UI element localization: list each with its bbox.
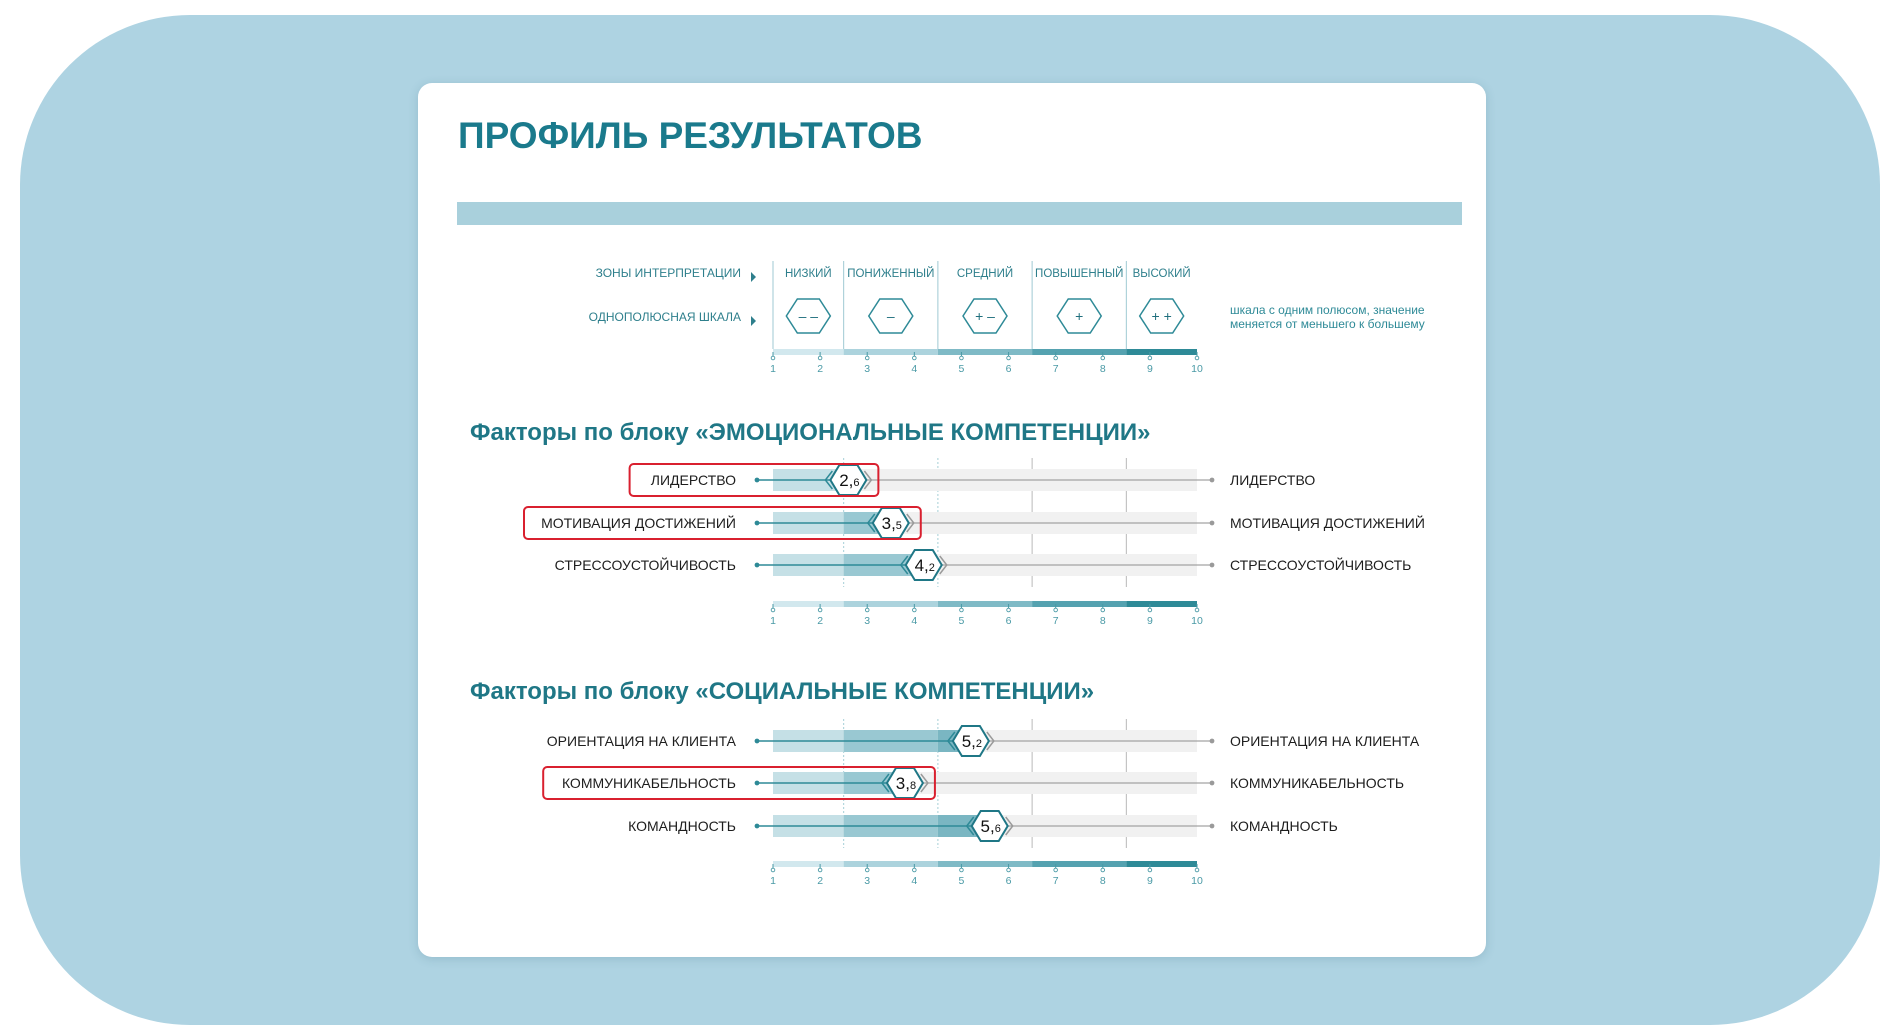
zone-band-4	[1032, 861, 1126, 867]
factor-start-dot	[755, 739, 760, 744]
scale-tick-dot	[1054, 608, 1058, 612]
scale-tick-label: 1	[770, 363, 776, 375]
scale-tick-label: 4	[911, 363, 918, 375]
scale-tick-label: 3	[864, 615, 871, 627]
scale-tick-dot	[1148, 356, 1152, 360]
scale-tick-label: 1	[770, 615, 776, 627]
triangle-right-icon	[751, 316, 756, 326]
factor-value-dec: 6	[853, 477, 860, 489]
scale-tick-label: 3	[864, 875, 871, 887]
results-profile-chart	[418, 83, 1486, 957]
scale-tick-label: 10	[1191, 875, 1203, 887]
scale-tick-label: 9	[1146, 363, 1153, 375]
scale-tick-dot	[771, 608, 775, 612]
scale-tick-label: 2	[817, 363, 824, 375]
zone-band-5	[1126, 601, 1197, 607]
factor-value-int: 3,	[895, 774, 910, 793]
zone-band-4	[1032, 349, 1126, 355]
zone-symbol-4: +	[1075, 308, 1084, 324]
triangle-right-icon	[751, 272, 756, 282]
factor-value-dec: 5	[895, 520, 902, 532]
scale-tick-label: 8	[1099, 875, 1106, 887]
factor-label-right: ОРИЕНТАЦИЯ НА КЛИЕНТА	[1230, 733, 1420, 749]
zone-band-3	[938, 601, 1032, 607]
factor-start-dot	[755, 781, 760, 786]
zone-name-1: НИЗКИЙ	[784, 268, 832, 280]
factor-end-dot	[1210, 478, 1215, 483]
zone-symbol-2: –	[886, 308, 895, 324]
scale-tick-label: 9	[1146, 615, 1153, 627]
scale-tick-label: 6	[1005, 875, 1012, 887]
chart_data.0-scale-axis	[770, 601, 1203, 627]
interpretation-legend	[589, 261, 1425, 349]
factor-value-int: 3,	[881, 514, 896, 533]
zone-band-4	[1032, 601, 1126, 607]
factor-label-left: КОМАНДНОСТЬ	[628, 818, 736, 834]
scale-tick-label: 7	[1052, 875, 1059, 887]
scale-tick-dot	[960, 356, 964, 360]
zone-band-2	[844, 349, 938, 355]
scale-tick-dot	[960, 868, 964, 872]
scale-tick-label: 5	[958, 615, 965, 627]
scale-tick-dot	[1101, 608, 1105, 612]
factor-end-dot	[1210, 739, 1215, 744]
factor-label-left: МОТИВАЦИЯ ДОСТИЖЕНИЙ	[541, 515, 736, 531]
factor-end-dot	[1210, 824, 1215, 829]
factor-value-int: 4,	[914, 556, 929, 575]
factor-label-right: СТРЕССОУСТОЙЧИВОСТЬ	[1230, 557, 1412, 573]
factor-value-int: 5,	[980, 817, 995, 836]
scale-tick-label: 5	[958, 363, 965, 375]
factor-value-int: 5,	[961, 732, 976, 751]
scale-tick-dot	[1148, 608, 1152, 612]
scale-description-line2: меняется от меньшего к большему	[1230, 317, 1425, 331]
scale-tick-label: 6	[1005, 615, 1012, 627]
zone-band-1	[773, 861, 844, 867]
zone-name-5: ВЫСОКИЙ	[1132, 268, 1191, 280]
zone-band-2	[844, 861, 938, 867]
zone-band-1	[773, 349, 844, 355]
factor-row	[630, 464, 1316, 496]
zone-name-2: ПОНИЖЕННЫЙ	[847, 268, 935, 280]
factor-start-dot	[755, 824, 760, 829]
chart_data.1-scale-axis	[770, 861, 1203, 887]
scale-tick-label: 4	[911, 875, 918, 887]
factor-value-dec: 6	[994, 823, 1001, 835]
scale-tick-dot	[913, 608, 917, 612]
page-title: ПРОФИЛЬ РЕЗУЛЬТАТОВ	[458, 115, 923, 156]
scale-tick-dot	[865, 868, 869, 872]
scale-tick-dot	[1054, 356, 1058, 360]
zone-band-5	[1126, 349, 1197, 355]
zone-symbol-3: + –	[975, 308, 995, 324]
scale-tick-label: 7	[1052, 615, 1059, 627]
scale-tick-dot	[1007, 868, 1011, 872]
zone-band-1	[773, 601, 844, 607]
zone-name-3: СРЕДНИЙ	[956, 268, 1014, 280]
factor-label-left: ЛИДЕРСТВО	[650, 472, 736, 488]
factor-block-1	[470, 419, 1425, 587]
factor-value-dec: 2	[928, 562, 935, 574]
scale-tick-dot	[913, 356, 917, 360]
factor-label-right: ЛИДЕРСТВО	[1230, 472, 1316, 488]
scale-tick-label: 8	[1099, 615, 1106, 627]
factor-label-right: КОМАНДНОСТЬ	[1230, 818, 1338, 834]
factor-label-left: КОММУНИКАБЕЛЬНОСТЬ	[561, 775, 736, 791]
scale-tick-dot	[1148, 868, 1152, 872]
scale-tick-dot	[818, 868, 822, 872]
factor-start-dot	[755, 521, 760, 526]
scale-tick-label: 2	[817, 615, 824, 627]
scale-tick-label: 9	[1146, 875, 1153, 887]
zone-band-5	[1126, 861, 1197, 867]
factor-value-int: 2,	[839, 471, 854, 490]
scale-tick-label: 10	[1191, 615, 1203, 627]
factor-label-left: СТРЕССОУСТОЙЧИВОСТЬ	[554, 557, 736, 573]
factor-label-right: МОТИВАЦИЯ ДОСТИЖЕНИЙ	[1230, 515, 1425, 531]
scale-tick-dot	[818, 356, 822, 360]
zone-band-2	[844, 601, 938, 607]
scale-tick-dot	[771, 868, 775, 872]
block-title: Факторы по блоку «СОЦИАЛЬНЫЕ КОМПЕТЕНЦИИ»	[470, 678, 1095, 705]
factor-value-dec: 8	[909, 780, 917, 792]
scale-tick-dot	[771, 356, 775, 360]
scale-tick-dot	[1101, 868, 1105, 872]
factor-row	[524, 507, 1425, 539]
factor-label-right: КОММУНИКАБЕЛЬНОСТЬ	[1230, 775, 1405, 791]
factor-row	[555, 550, 1412, 580]
scale-tick-label: 4	[911, 615, 918, 627]
scale-tick-label: 5	[958, 875, 965, 887]
factor-row	[543, 767, 1404, 799]
scale-tick-label: 10	[1191, 363, 1203, 375]
factor-label-left: ОРИЕНТАЦИЯ НА КЛИЕНТА	[546, 733, 736, 749]
factor-end-dot	[1210, 521, 1215, 526]
scale-tick-label: 8	[1099, 363, 1106, 375]
scale-tick-label: 6	[1005, 363, 1012, 375]
scale-tick-dot	[1007, 356, 1011, 360]
scale-tick-dot	[1195, 356, 1199, 360]
factor-block-2	[470, 678, 1420, 848]
factor-row	[547, 726, 1420, 756]
zones-label: ЗОНЫ ИНТЕРПРЕТАЦИИ	[595, 266, 741, 280]
scale-tick-dot	[913, 868, 917, 872]
zone-band-3	[938, 861, 1032, 867]
scale-tick-dot	[1054, 868, 1058, 872]
factor-end-dot	[1210, 781, 1215, 786]
scale-tick-dot	[1007, 608, 1011, 612]
scale-tick-label: 3	[864, 363, 871, 375]
zone-name-4: ПОВЫШЕННЫЙ	[1035, 268, 1124, 280]
results-profile-card	[418, 83, 1486, 957]
factor-end-dot	[1210, 563, 1215, 568]
scale-tick-dot	[1195, 868, 1199, 872]
zone-symbol-5: + +	[1151, 308, 1172, 324]
scale-tick-dot	[818, 608, 822, 612]
factor-value-dec: 2	[975, 738, 983, 750]
scale-tick-dot	[865, 356, 869, 360]
scale-tick-label: 1	[770, 875, 776, 887]
block-title: Факторы по блоку «ЭМОЦИОНАЛЬНЫЕ КОМПЕТЕНЦИИ»	[470, 419, 1151, 446]
factor-start-dot	[755, 563, 760, 568]
zone-symbol-1: – –	[798, 308, 819, 324]
scale-tick-dot	[865, 608, 869, 612]
legend-scale-axis	[770, 349, 1203, 375]
factor-row	[628, 811, 1338, 841]
scale-tick-dot	[960, 608, 964, 612]
zone-band-3	[938, 349, 1032, 355]
scale-description-line1: шкала с одним полюсом, значение	[1230, 303, 1425, 317]
factor-start-dot	[755, 478, 760, 483]
header-bar	[457, 202, 1462, 225]
scale-tick-label: 7	[1052, 363, 1059, 375]
scale-label: ОДНОПОЛЮСНАЯ ШКАЛА	[588, 310, 741, 324]
scale-tick-label: 2	[817, 875, 824, 887]
scale-tick-dot	[1195, 608, 1199, 612]
scale-tick-dot	[1101, 356, 1105, 360]
